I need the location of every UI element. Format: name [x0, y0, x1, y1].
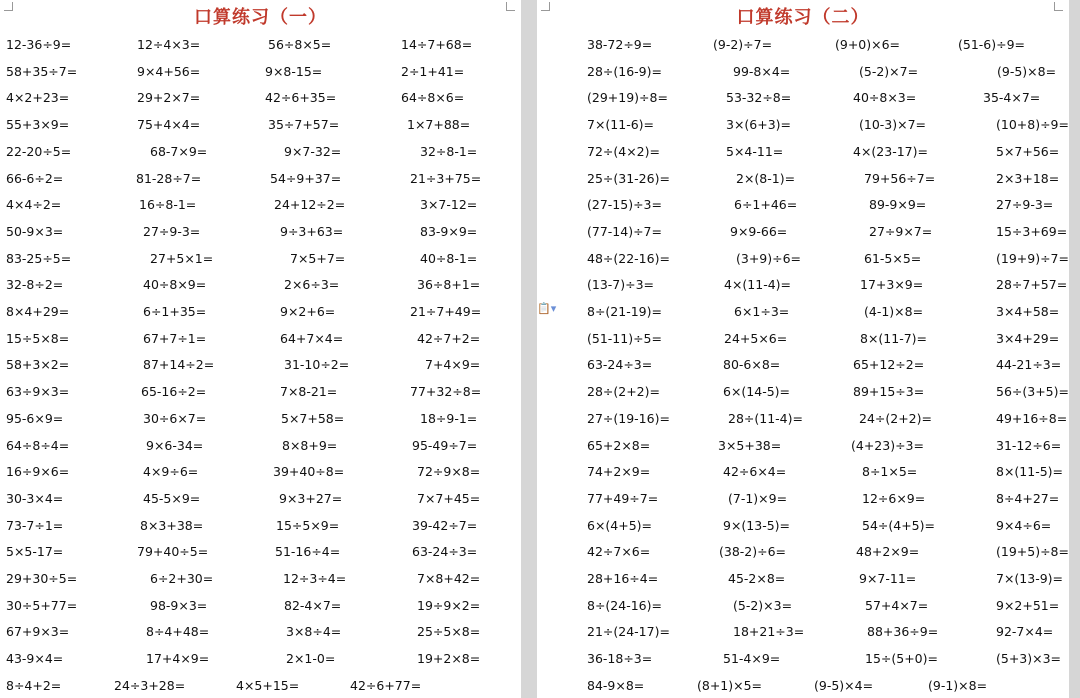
- math-problem: 4×(11-4)=: [724, 277, 792, 293]
- math-problem: 42÷6×4=: [723, 464, 787, 480]
- math-problem: (3+9)÷6=: [736, 250, 802, 266]
- math-problem: 28÷7+57=: [996, 277, 1068, 293]
- math-problem: 24÷3+28=: [114, 677, 186, 693]
- math-problem: 9×(13-5)=: [723, 517, 791, 533]
- math-problem: 9×7-32=: [284, 143, 342, 159]
- math-problem: (4+23)÷3=: [851, 437, 924, 453]
- math-problem: 79+40÷5=: [137, 544, 209, 560]
- page-title: 口算练习（二）: [736, 7, 870, 28]
- math-problem: 35÷7+57=: [268, 117, 340, 133]
- math-problem: 15÷5×9=: [276, 517, 340, 533]
- math-problem: 65-16÷2=: [141, 384, 207, 400]
- math-problem: 48+2×9=: [856, 544, 920, 560]
- math-problem: 7+4×9=: [425, 357, 481, 373]
- math-problem: 73-7÷1=: [6, 517, 64, 533]
- problem-row: [537, 90, 1069, 117]
- math-problem: 2×6÷3=: [284, 277, 340, 293]
- right-page: [537, 0, 1069, 698]
- math-problem: 65+12÷2=: [853, 357, 925, 373]
- math-problem: 28+16÷4=: [587, 571, 659, 586]
- math-problem: 45-5×9=: [143, 490, 201, 506]
- math-problem: 36-18÷3=: [587, 651, 653, 667]
- math-problem: 40÷8-1=: [420, 250, 478, 266]
- math-problem: (9-5)×8=: [997, 63, 1057, 79]
- math-problem: 32-8÷2=: [6, 277, 64, 293]
- math-problem: 58+35÷7=: [6, 63, 78, 79]
- math-problem: 6×1÷3=: [734, 304, 790, 319]
- math-problem: 42÷6+77=: [350, 677, 422, 693]
- math-problem: 28÷(2+2)=: [587, 384, 660, 400]
- chevron-down-icon: ▾: [550, 302, 557, 315]
- math-problem: (9-2)÷7=: [713, 37, 773, 52]
- math-problem: 3×5+38=: [718, 437, 782, 453]
- math-problem: 39-42÷7=: [412, 517, 478, 533]
- math-problem: 8÷(24-16)=: [587, 597, 662, 613]
- math-problem: 7×8-21=: [280, 384, 338, 400]
- math-problem: 9×2+51=: [996, 597, 1060, 613]
- problem-row: [0, 518, 521, 545]
- math-problem: (29+19)÷8=: [587, 90, 668, 106]
- math-problem: 2÷1+41=: [401, 63, 465, 79]
- math-problem: 50-9×3=: [6, 223, 64, 239]
- math-problem: (9-1)×8=: [928, 677, 988, 693]
- math-problem: 55+3×9=: [6, 117, 70, 133]
- math-problem: 18+21÷3=: [733, 624, 805, 640]
- problem-row: [0, 277, 521, 304]
- math-problem: 30-3×4=: [6, 490, 64, 506]
- math-problem: 45-2×8=: [728, 571, 786, 586]
- math-problem: 18÷9-1=: [420, 410, 478, 426]
- problem-row: [0, 571, 521, 598]
- math-problem: 8÷4+48=: [146, 624, 210, 640]
- math-problem: 40÷8×3=: [853, 90, 917, 106]
- problem-row: [537, 384, 1069, 411]
- math-problem: (8+1)×5=: [697, 677, 763, 693]
- math-problem: 6×(4+5)=: [587, 517, 653, 533]
- math-problem: 3×4+29=: [996, 330, 1060, 346]
- math-problem: 72÷9×8=: [417, 464, 481, 480]
- math-problem: (5-2)×7=: [859, 63, 919, 79]
- math-problem: 67+7÷1=: [143, 330, 207, 346]
- math-problem: 39+40÷8=: [273, 464, 345, 480]
- problem-row: [537, 331, 1069, 358]
- problem-row: [0, 304, 521, 331]
- math-problem: 8÷4+2=: [6, 677, 62, 693]
- problem-row: [537, 491, 1069, 518]
- math-problem: 7×7+45=: [417, 490, 481, 506]
- problem-row: [537, 224, 1069, 251]
- problem-row: [0, 624, 521, 651]
- math-problem: 12÷4×3=: [137, 37, 201, 52]
- math-problem: 75+4×4=: [137, 117, 201, 133]
- math-problem: 64÷8÷4=: [6, 437, 70, 453]
- problem-row: [537, 678, 1069, 698]
- math-problem: 9×4+56=: [137, 63, 201, 79]
- math-problem: 6÷1+46=: [734, 197, 798, 213]
- math-problem: 12÷6×9=: [862, 490, 926, 506]
- math-problem: 17+4×9=: [146, 651, 210, 667]
- problem-row: [0, 331, 521, 358]
- math-problem: 95-6×9=: [6, 410, 64, 426]
- problem-row: [537, 64, 1069, 91]
- math-problem: 72÷(4×2)=: [587, 143, 660, 159]
- page-title: 口算练习（一）: [194, 7, 327, 28]
- math-problem: 2×(8-1)=: [736, 170, 796, 186]
- problem-row: [0, 491, 521, 518]
- math-problem: 89+15÷3=: [853, 384, 925, 400]
- math-problem: 9÷3+63=: [280, 223, 344, 239]
- math-problem: 54÷9+37=: [270, 170, 342, 186]
- problem-row: [0, 438, 521, 465]
- math-problem: 9×8-15=: [265, 63, 323, 79]
- math-problem: 25÷5×8=: [417, 624, 481, 640]
- problem-row: [0, 411, 521, 438]
- math-problem: 9×6-34=: [146, 437, 204, 453]
- problem-row: [0, 64, 521, 91]
- math-problem: 7×(13-9)=: [996, 571, 1064, 586]
- math-problem: 8×(11-5)=: [996, 464, 1064, 480]
- math-problem: 29+30÷5=: [6, 571, 78, 586]
- math-problem: 9×4÷6=: [996, 517, 1052, 533]
- problem-row: [0, 37, 521, 64]
- problem-row: [537, 357, 1069, 384]
- math-problem: 7×8+42=: [417, 571, 481, 586]
- math-problem: 57+4×7=: [865, 597, 929, 613]
- math-problem: 8÷1×5=: [862, 464, 918, 480]
- math-problem: 9×3+27=: [279, 490, 343, 506]
- math-problem: (13-7)÷3=: [587, 277, 655, 293]
- paste-options-icon[interactable]: [537, 302, 561, 316]
- math-problem: 30÷6×7=: [143, 410, 207, 426]
- math-problem: 27÷9-3=: [143, 223, 201, 239]
- math-problem: (19+5)÷8=: [996, 544, 1069, 560]
- math-problem: 12÷3÷4=: [283, 571, 347, 586]
- problem-row: [537, 651, 1069, 678]
- problem-row: [0, 357, 521, 384]
- math-problem: 42÷7×6=: [587, 544, 651, 560]
- math-problem: 4×2+23=: [6, 90, 70, 106]
- math-problem: 14÷7+68=: [401, 37, 473, 52]
- problem-row: [537, 518, 1069, 545]
- math-problem: (27-15)÷3=: [587, 197, 662, 213]
- math-problem: 3×4+58=: [996, 304, 1060, 319]
- math-problem: 63-24÷3=: [412, 544, 478, 560]
- math-problem: 83-9×9=: [420, 223, 478, 239]
- math-problem: 54÷(4+5)=: [862, 517, 935, 533]
- problem-row: [0, 678, 521, 698]
- math-problem: 74+2×9=: [587, 464, 651, 480]
- math-problem: 67+9×3=: [6, 624, 70, 640]
- math-problem: 4×4÷2=: [6, 197, 62, 213]
- math-problem: 5×7+56=: [996, 143, 1060, 159]
- math-problem: (51-6)÷9=: [958, 37, 1026, 52]
- math-problem: 65+2×8=: [587, 437, 651, 453]
- problem-row: [0, 251, 521, 278]
- math-problem: 40÷8×9=: [143, 277, 207, 293]
- math-problem: 51-16÷4=: [275, 544, 341, 560]
- math-problem: 15÷3+69=: [996, 223, 1068, 239]
- problem-row: [0, 544, 521, 571]
- math-problem: (4-1)×8=: [864, 304, 924, 319]
- math-problem: 98-9×3=: [150, 597, 208, 613]
- problem-row: [0, 197, 521, 224]
- math-problem: 21÷7+49=: [410, 304, 482, 319]
- math-problem: 49+16÷8=: [996, 410, 1068, 426]
- math-problem: 15÷(5+0)=: [865, 651, 938, 667]
- problem-row: [537, 117, 1069, 144]
- problem-row: [0, 224, 521, 251]
- math-problem: 16÷9×6=: [6, 464, 70, 480]
- math-problem: 4×(23-17)=: [853, 143, 928, 159]
- problem-row: [537, 251, 1069, 278]
- problem-row: [0, 90, 521, 117]
- math-problem: 35-4×7=: [983, 90, 1041, 106]
- math-problem: 27÷9-3=: [996, 197, 1054, 213]
- problem-row: [0, 117, 521, 144]
- math-problem: 21÷3+75=: [410, 170, 482, 186]
- math-problem: 42÷7+2=: [417, 330, 481, 346]
- math-problem: 32÷8-1=: [420, 143, 478, 159]
- math-problem: 19+2×8=: [417, 651, 481, 667]
- problem-row: [537, 624, 1069, 651]
- problem-row: [537, 304, 1069, 331]
- math-problem: 84-9×8=: [587, 677, 645, 693]
- problem-row: [537, 144, 1069, 171]
- problem-row: [0, 464, 521, 491]
- math-problem: 82-4×7=: [284, 597, 342, 613]
- problem-row: [537, 598, 1069, 625]
- math-problem: 25÷(31-26)=: [587, 170, 670, 186]
- math-problem: 42÷6+35=: [265, 90, 337, 106]
- math-problem: 24÷(2+2)=: [859, 410, 932, 426]
- math-problem: 89-9×9=: [869, 197, 927, 213]
- math-problem: 21÷(24-17)=: [587, 624, 670, 640]
- math-problem: (77-14)÷7=: [587, 223, 662, 239]
- math-problem: 44-21÷3=: [996, 357, 1062, 373]
- problem-row: [0, 384, 521, 411]
- math-problem: 6×(14-5)=: [723, 384, 791, 400]
- math-problem: 27÷9×7=: [869, 223, 933, 239]
- math-problem: 56÷(3+5)=: [996, 384, 1069, 400]
- math-problem: 24+12÷2=: [274, 197, 346, 213]
- math-problem: 8×(11-7)=: [860, 330, 928, 346]
- math-problem: 3×7-12=: [420, 197, 478, 213]
- problem-row: [537, 544, 1069, 571]
- problem-row: [0, 598, 521, 625]
- math-problem: 80-6×8=: [723, 357, 781, 373]
- problem-row: [537, 277, 1069, 304]
- math-problem: 9×7-11=: [859, 571, 917, 586]
- math-problem: 99-8×4=: [733, 63, 791, 79]
- left-page: [0, 0, 521, 698]
- math-problem: 2×1-0=: [286, 651, 336, 667]
- problem-row: [537, 571, 1069, 598]
- math-problem: 16÷8-1=: [139, 197, 197, 213]
- math-problem: 9×9-66=: [730, 223, 788, 239]
- math-problem: (51-11)÷5=: [587, 330, 662, 346]
- math-problem: 15÷5×8=: [6, 330, 70, 346]
- problem-row: [0, 651, 521, 678]
- math-problem: 36÷8+1=: [417, 277, 481, 293]
- math-problem: 4×9÷6=: [143, 464, 199, 480]
- math-problem: 6÷1+35=: [143, 304, 207, 319]
- math-problem: 64+7×4=: [280, 330, 344, 346]
- math-problem: 87+14÷2=: [143, 357, 215, 373]
- math-problem: 6÷2+30=: [150, 571, 214, 586]
- math-problem: (38-2)÷6=: [719, 544, 787, 560]
- math-problem: 19÷9×2=: [417, 597, 481, 613]
- math-problem: 8×4+29=: [6, 304, 70, 319]
- math-problem: 56÷8×5=: [268, 37, 332, 52]
- math-problem: 48÷(22-16)=: [587, 250, 670, 266]
- problem-row: [537, 411, 1069, 438]
- math-problem: 7×(11-6)=: [587, 117, 655, 133]
- math-problem: 3×8÷4=: [286, 624, 342, 640]
- math-problem: 17+3×9=: [860, 277, 924, 293]
- math-problem: 61-5×5=: [864, 250, 922, 266]
- math-problem: 27÷(19-16)=: [587, 410, 670, 426]
- problem-row: [537, 197, 1069, 224]
- math-problem: 53-32÷8=: [726, 90, 792, 106]
- math-problem: 5×5-17=: [6, 544, 64, 560]
- math-problem: (10-3)×7=: [859, 117, 927, 133]
- math-problem: 4×5+15=: [236, 677, 300, 693]
- problem-row: [0, 171, 521, 198]
- math-problem: (9-5)×4=: [814, 677, 874, 693]
- math-problem: (10+8)÷9=: [996, 117, 1069, 133]
- math-problem: 30÷5+77=: [6, 597, 78, 613]
- clipboard-icon: 📋: [537, 302, 551, 315]
- math-problem: 2×3+18=: [996, 170, 1060, 186]
- problem-row: [537, 171, 1069, 198]
- math-problem: (5-2)×3=: [733, 597, 793, 613]
- math-problem: 8÷(21-19)=: [587, 304, 662, 319]
- math-problem: 29+2×7=: [137, 90, 201, 106]
- math-problem: 79+56÷7=: [864, 170, 936, 186]
- problem-row: [537, 37, 1069, 64]
- math-problem: 24+5×6=: [724, 330, 788, 346]
- problem-row: [537, 464, 1069, 491]
- problem-row: [537, 438, 1069, 465]
- math-problem: 66-6÷2=: [6, 170, 64, 186]
- math-problem: 83-25÷5=: [6, 250, 72, 266]
- math-problem: 81-28÷7=: [136, 170, 202, 186]
- math-problem: 31-12÷6=: [996, 437, 1062, 453]
- math-problem: 63-24÷3=: [587, 357, 653, 373]
- problem-row: [0, 144, 521, 171]
- math-problem: 27+5×1=: [150, 250, 214, 266]
- math-problem: 63÷9×3=: [6, 384, 70, 400]
- math-problem: 28÷(11-4)=: [728, 410, 803, 426]
- math-problem: 3×(6+3)=: [726, 117, 792, 133]
- math-problem: 28÷(16-9)=: [587, 63, 662, 79]
- math-problem: (9+0)×6=: [835, 37, 901, 52]
- math-problem: (19+9)÷7=: [996, 250, 1069, 266]
- math-problem: 95-49÷7=: [412, 437, 478, 453]
- math-problem: 77+49÷7=: [587, 490, 659, 506]
- math-problem: 7×5+7=: [290, 250, 346, 266]
- math-problem: 38-72÷9=: [587, 37, 653, 52]
- math-problem: 31-10÷2=: [284, 357, 350, 373]
- math-problem: 64÷8×6=: [401, 90, 465, 106]
- math-problem: 8÷4+27=: [996, 490, 1060, 506]
- math-problem: 8×8+9=: [282, 437, 338, 453]
- math-problem: 22-20÷5=: [6, 143, 72, 159]
- math-problem: 68-7×9=: [150, 143, 208, 159]
- math-problem: 1×7+88=: [407, 117, 471, 133]
- math-problem: 92-7×4=: [996, 624, 1054, 640]
- math-problem: 12-36÷9=: [6, 37, 72, 52]
- math-problem: 58+3×2=: [6, 357, 70, 373]
- math-problem: 9×2+6=: [280, 304, 336, 319]
- math-problem: 88+36÷9=: [867, 624, 939, 640]
- math-problem: (5+3)×3=: [996, 651, 1062, 667]
- math-problem: 51-4×9=: [723, 651, 781, 667]
- math-problem: (7-1)×9=: [728, 490, 788, 506]
- math-problem: 5×7+58=: [281, 410, 345, 426]
- math-problem: 8×3+38=: [140, 517, 204, 533]
- math-problem: 43-9×4=: [6, 651, 64, 667]
- math-problem: 77+32÷8=: [410, 384, 482, 400]
- math-problem: 5×4-11=: [726, 143, 784, 159]
